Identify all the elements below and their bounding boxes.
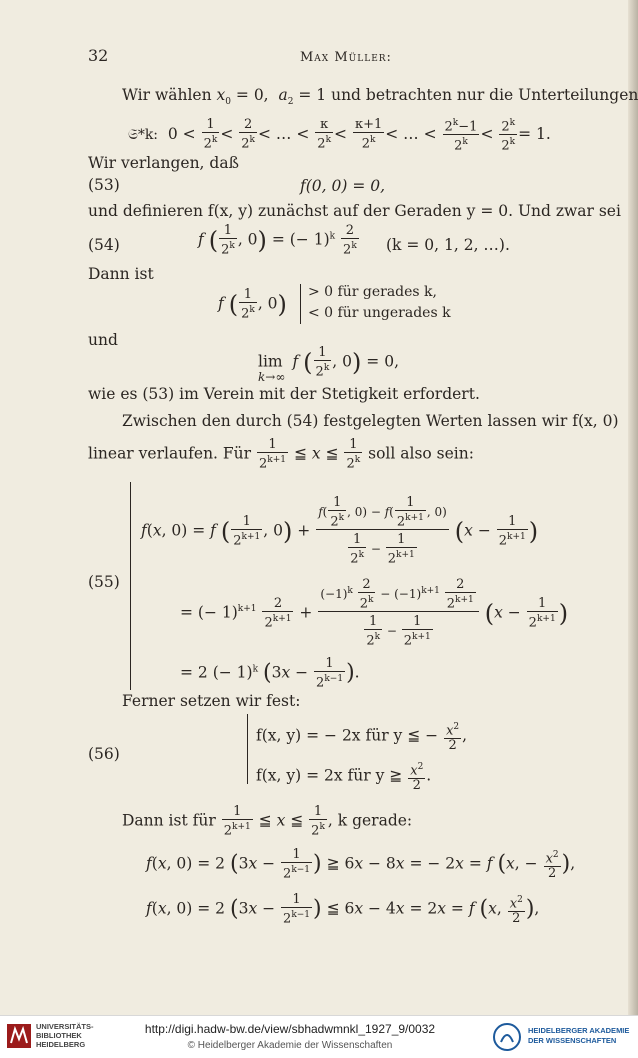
- page-number: 32: [88, 46, 109, 65]
- limit-subscript: k→∞: [258, 370, 286, 384]
- text-line: Ferner setzen wir fest:: [122, 692, 301, 710]
- library-logo-text: UNIVERSITÄTS- BIBLIOTHEK HEIDELBERG: [36, 1022, 94, 1049]
- brace: [130, 482, 131, 690]
- library-logo-icon: [6, 1023, 32, 1049]
- text-line: Dann ist: [88, 265, 154, 283]
- document-url-link[interactable]: http://digi.hadw-bw.de/view/sbhadwmnkl_1927_9/0032: [144, 1022, 436, 1036]
- text-span: f(x, y) = − 2x für y ≦ −: [256, 726, 439, 745]
- equation-range: (k = 0, 1, 2, …).: [386, 236, 510, 254]
- formula-56-row2: f(x, y) = 2x für y ≧ $\frac{x^2}{2}$ .: [256, 762, 432, 794]
- academy-name-line1: HEIDELBERGER AKADEMIE: [528, 1026, 630, 1035]
- equation-54: f ( $\frac{1}{2^k}$ , 0) = (− 1)$^k$ $\frac{2}{2^k}$: [198, 223, 357, 258]
- running-title: Max Müller:: [300, 50, 392, 65]
- formula-cases: f ( $\frac{1}{2^k}$ , 0): [218, 287, 287, 322]
- formula-partition: 𝔖*k: 0 < $\frac{1}{2^k}$ < $\frac{2}{2^k}$ < … < $\frac{\kappa}{2^k}$ < $\frac{\kappa+1}{2^k}$ < … < $\frac{2^k-1}{2^k}$ < $\frac{2^k}{2^k}$ = 1.: [128, 117, 551, 154]
- text-span: f(x, y) = 2x für y ≧: [256, 766, 403, 785]
- text-span: linear verlaufen. Für: [88, 444, 252, 463]
- text-span: Dann ist für: [122, 811, 216, 830]
- equation-number: (54): [88, 236, 120, 254]
- text-span: Wir wählen: [122, 86, 212, 104]
- academy-logo-text: [528, 1026, 629, 1046]
- text-line: und definieren f(x, y) zunächst auf der Geraden y = 0. Und zwar sei: [88, 202, 621, 220]
- formula-row-a: f(x, 0) = 2 (3x − $\frac{1}{2^{k-1}}$ ) ≧ 6x − 8x = − 2x = f (x, − $\frac{x^2}{2}$ ),: [146, 847, 576, 882]
- equation-number: (55): [88, 573, 120, 591]
- text-line: linear verlaufen. Für $\frac{1}{2^{k+1}}$ ≦ x ≦ $\frac{1}{2^k}$ soll also sein:: [88, 437, 474, 472]
- academy-seal-icon: [492, 1022, 522, 1052]
- equation-number: (53): [88, 176, 120, 194]
- text-line: und: [88, 331, 118, 349]
- case-even: > 0 für gerades k,: [308, 284, 437, 300]
- academy-name-line2: DER WISSENSCHAFTEN: [528, 1036, 617, 1045]
- text-span: soll also sein:: [368, 444, 474, 463]
- text-line: wie es (53) im Verein mit der Stetigkeit erfordert.: [88, 385, 480, 403]
- text-line: Zwischen den durch (54) festgelegten Werten lassen wir f(x, 0): [122, 412, 619, 430]
- formula-limit: lim f ( $\frac{1}{2^k}$ , 0) = 0,: [258, 345, 400, 380]
- equation-number: (56): [88, 745, 120, 763]
- page-edge: [628, 0, 638, 1015]
- symbol-label: 𝔖*k:: [128, 126, 159, 143]
- equation-53: f(0, 0) = 0,: [300, 177, 386, 195]
- brace: [300, 284, 301, 324]
- formula-55-row2: = (− 1)$^{k+1}$ $\frac{2}{2^{k+1}}$ + $(-1)^k$ $\frac{2}{2^k}$ − $(-1)^{k+1}$ $\frac{2}{2^{k+1}}$ $\frac{1}{2^k}$ − $\frac{1}{2^{k+1}}$ (x − $\frac{1}{2^{k+1}}$ ): [180, 577, 569, 649]
- formula-row-b: f(x, 0) = 2 (3x − $\frac{1}{2^{k-1}}$ ) ≦ 6x − 4x = 2x = f (x, $\frac{x^2}{2}$ ),: [146, 892, 540, 927]
- text-line: Wir verlangen, daß: [88, 154, 239, 172]
- formula-55-row3: = 2 (− 1)$^k$ (3x − $\frac{1}{2^{k-1}}$ ).: [180, 656, 360, 691]
- formula-56-row1: f(x, y) = − 2x für y ≦ − $\frac{x^2}{2}$ ,: [256, 722, 468, 754]
- brace: [247, 714, 248, 784]
- case-odd: < 0 für ungerades k: [308, 305, 451, 321]
- text-span: und betrachten nur die Unterteilungen: [331, 86, 638, 104]
- viewer-footer: [0, 1015, 638, 1058]
- formula-55-row1: f(x, 0) = f ( $\frac{1}{2^{k+1}}$ , 0) + f( $\frac{1}{2^k}$ , 0) − f( $\frac{1}{2^{k+1}}$ , 0) $\frac{1}{2^k}$ − $\frac{1}{2^{k+1}}$ (x − $\frac{1}{2^{k+1}}$ ): [141, 495, 539, 567]
- copyright-text: © Heidelberger Akademie der Wissenschaften: [187, 1040, 393, 1051]
- text-span: k gerade:: [337, 811, 413, 830]
- text-line: Dann ist für $\frac{1}{2^{k+1}}$ ≦ x ≦ $\frac{1}{2^k}$ , k gerade:: [122, 804, 413, 839]
- text-line: Wir wählen $x_0 = 0$, $a_2 = 1$ und betrachten nur die Unterteilungen: [122, 86, 638, 108]
